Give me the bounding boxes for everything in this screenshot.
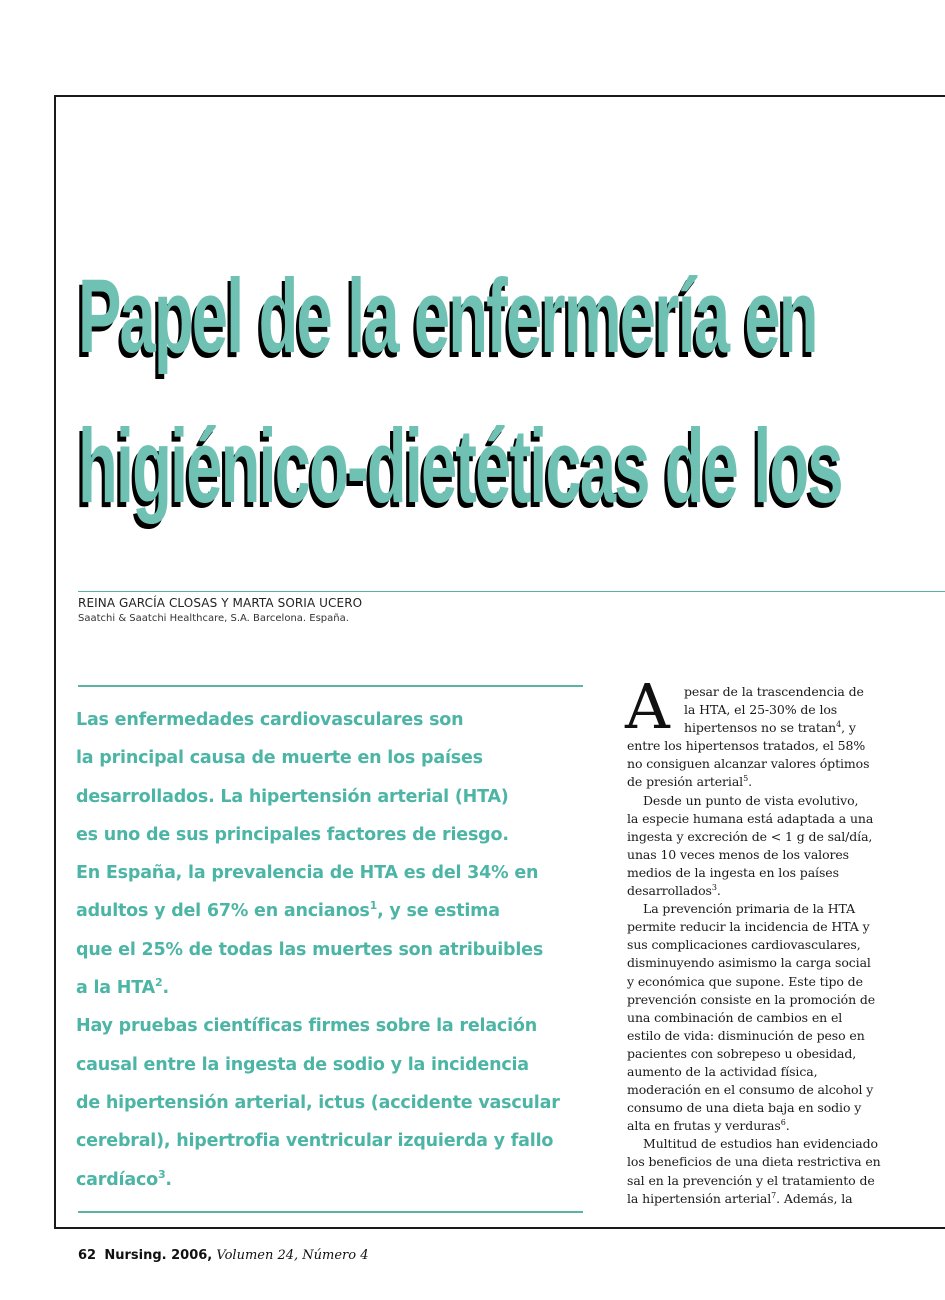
body-line: Desde un punto de vista evolutivo,: [643, 792, 859, 808]
body-text: , y: [841, 720, 856, 736]
body-line: disminuyendo asimismo la carga social: [627, 955, 871, 971]
citation-ref[interactable]: 1: [369, 899, 378, 913]
citation-ref[interactable]: 4: [836, 720, 842, 730]
body-text: hipertensos no se tratan: [684, 720, 837, 736]
body-line: no consiguen alcanzar valores óptimos: [627, 756, 870, 772]
body-line: [627, 1117, 882, 1135]
intro-text: , y se estima: [377, 901, 500, 922]
citation-ref[interactable]: 7: [771, 1190, 777, 1200]
body-line: [627, 882, 882, 900]
body-line: entre los hipertensos tratados, el 58%: [627, 738, 866, 754]
body-line: unas 10 veces menos de los valores: [627, 846, 849, 862]
intro-text: .: [162, 978, 169, 999]
body-line: aumento de la actividad física,: [627, 1063, 818, 1079]
intro-top-divider: [78, 685, 583, 687]
intro-line: Las enfermedades cardiovasculares son: [76, 710, 464, 730]
body-line: moderación en el consumo de alcohol y: [627, 1082, 874, 1098]
intro-text: adultos y del 67% en ancianos: [76, 901, 370, 922]
body-line: permite reducir la incidencia de HTA y: [627, 919, 870, 935]
body-text: alta en frutas y verduras: [627, 1118, 781, 1134]
affiliation: Saatchi & Saatchi Healthcare, S.A. Barcelona. España.: [78, 613, 349, 624]
intro-text: cardíaco: [76, 1169, 158, 1190]
body-line: estilo de vida: disminución de peso en: [627, 1027, 865, 1043]
publication-name: Nursing. 2006,: [104, 1248, 213, 1263]
intro-line: que el 25% de todas las muertes son atribuibles: [76, 939, 544, 960]
intro-line: desarrollados. La hipertensión arterial (HTA): [76, 786, 509, 807]
page-footer: [78, 1248, 369, 1263]
article-title-line-2: higiénico-dietéticas de los: [78, 408, 842, 525]
citation-ref[interactable]: 3: [157, 1167, 166, 1181]
intro-line: [76, 1161, 596, 1199]
citation-ref[interactable]: 5: [743, 774, 749, 784]
body-line: la HTA, el 25-30% de los: [684, 702, 838, 718]
body-line: consumo de una dieta baja en sodio y: [627, 1100, 862, 1116]
intro-line: [76, 969, 596, 1007]
body-text: la hipertensión arterial: [627, 1190, 772, 1206]
body-line: [627, 1190, 882, 1208]
drop-cap: A: [625, 670, 670, 743]
intro-text: a la HTA: [76, 978, 155, 999]
body-line: pesar de la trascendencia de: [684, 684, 864, 699]
body-line: sal en la prevención y el tratamiento de: [627, 1172, 875, 1188]
page-number: 62: [78, 1248, 97, 1263]
authors: REINA GARCÍA CLOSAS Y MARTA SORIA UCERO: [78, 596, 363, 610]
body-text: .: [748, 774, 752, 790]
intro-line: cerebral), hipertrofia ventricular izquierda y fallo: [76, 1131, 554, 1152]
intro-text: .: [165, 1169, 172, 1190]
body-line: La prevención primaria de la HTA: [643, 901, 856, 917]
body-text: .: [785, 1118, 790, 1134]
body-line: pacientes con sobrepeso u obesidad,: [627, 1045, 857, 1061]
citation-ref[interactable]: 2: [154, 976, 163, 990]
intro-line: En España, la prevalencia de HTA es del 34% en: [76, 863, 539, 884]
citation-ref[interactable]: 3: [711, 882, 717, 892]
page-frame-bottom-border: [54, 1227, 945, 1229]
body-text: de presión arterial: [627, 774, 744, 790]
intro-line: [76, 892, 596, 930]
volume-issue: Volumen 24, Número 4: [216, 1248, 369, 1263]
body-line: ingesta y excreción de < 1 g de sal/día,: [627, 828, 873, 844]
page-frame-top-border: [54, 95, 945, 97]
byline-divider: [78, 591, 945, 592]
article-title-line-1: Papel de la enfermería en: [78, 258, 817, 375]
intro-abstract: [76, 701, 596, 1199]
body-line: [627, 773, 882, 791]
body-line: Multitud de estudios han evidenciado: [643, 1136, 878, 1152]
body-line: la especie humana está adaptada a una: [627, 810, 874, 826]
body-text: desarrollados: [627, 883, 712, 899]
body-line: prevención consiste en la promoción de: [627, 991, 876, 1007]
citation-ref[interactable]: 6: [780, 1118, 786, 1128]
body-column: [625, 670, 882, 1208]
intro-line: la principal causa de muerte en los países: [76, 748, 483, 769]
body-text: .: [716, 883, 721, 899]
intro-line: de hipertensión arterial, ictus (accidente vascular: [76, 1092, 560, 1113]
body-line: medios de la ingesta en los países: [627, 864, 839, 880]
body-line: y económica que supone. Este tipo de: [627, 973, 863, 989]
intro-line: Hay pruebas científicas firmes sobre la relación: [76, 1016, 537, 1037]
body-line: los beneficios de una dieta restrictiva en: [627, 1154, 881, 1170]
intro-bottom-divider: [78, 1211, 583, 1213]
body-text: . Además, la: [776, 1190, 853, 1206]
intro-line: causal entre la ingesta de sodio y la incidencia: [76, 1054, 529, 1075]
page-frame-left-border: [54, 95, 56, 1229]
body-line: sus complicaciones cardiovasculares,: [627, 937, 861, 953]
body-line: una combinación de cambios en el: [627, 1009, 843, 1025]
intro-line: es uno de sus principales factores de riesgo.: [76, 824, 509, 845]
